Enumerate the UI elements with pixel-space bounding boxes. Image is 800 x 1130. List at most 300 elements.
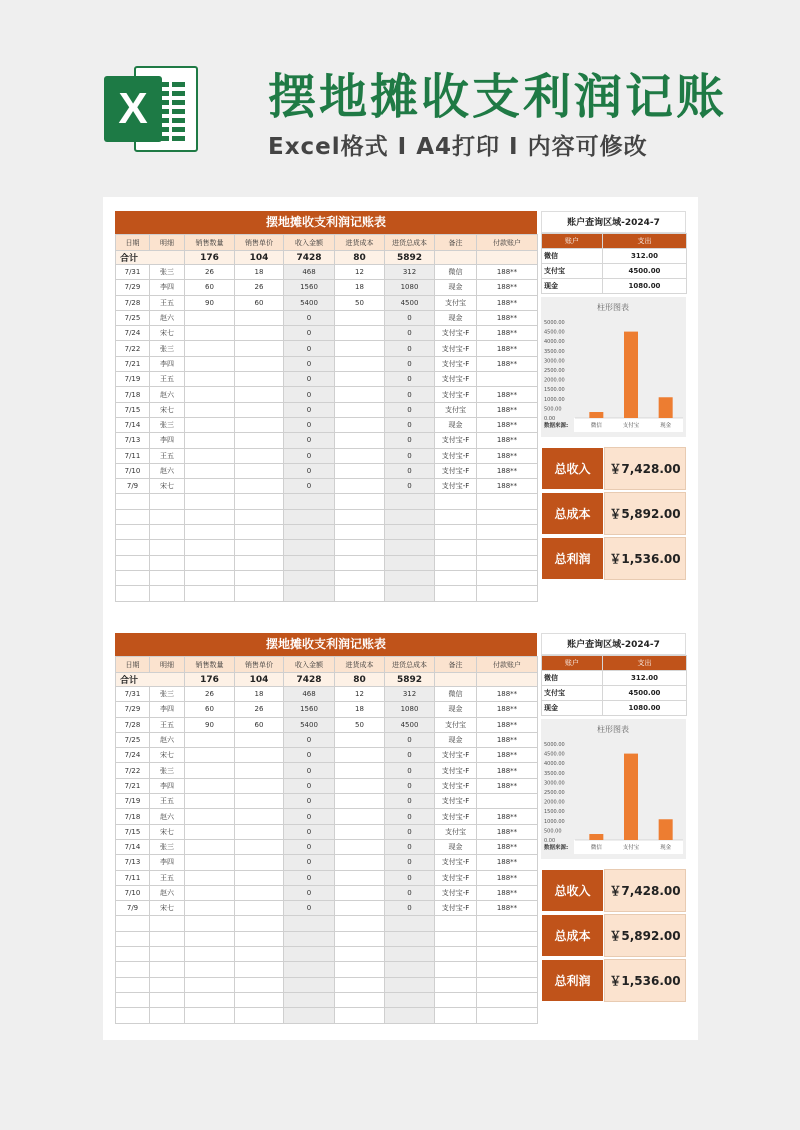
table-cell[interactable] [385,916,435,931]
table-cell[interactable]: 支付宝-F [435,885,477,900]
table-cell[interactable] [235,839,284,854]
table-cell[interactable] [335,356,385,371]
table-cell[interactable]: 赵六 [150,387,185,402]
table-cell[interactable]: 李四 [150,433,185,448]
table-cell[interactable] [185,433,235,448]
table-cell[interactable] [185,448,235,463]
table-cell[interactable]: 现金 [435,280,477,295]
table-cell[interactable]: 宋七 [150,402,185,417]
table-cell[interactable] [477,525,538,540]
table-cell[interactable] [335,870,385,885]
table-cell[interactable]: 王五 [150,448,185,463]
table-cell[interactable] [235,479,284,494]
table-cell[interactable]: 188** [477,310,538,325]
table-cell[interactable] [335,977,385,992]
table-cell[interactable] [235,570,284,585]
table-cell[interactable]: 现金 [435,732,477,747]
table-cell[interactable]: 0 [385,433,435,448]
table-cell[interactable] [185,525,235,540]
table-cell[interactable]: 0 [385,748,435,763]
table-cell[interactable]: 60 [185,702,235,717]
table-cell[interactable]: 支付宝-F [435,356,477,371]
table-cell[interactable]: 188** [477,702,538,717]
table-cell[interactable] [335,839,385,854]
table-cell[interactable]: 赵六 [150,463,185,478]
table-cell[interactable] [235,387,284,402]
table-cell[interactable] [435,540,477,555]
table-cell[interactable]: 188** [477,901,538,916]
table-cell[interactable] [116,570,150,585]
table-cell[interactable] [235,809,284,824]
table-cell[interactable] [185,402,235,417]
table-cell[interactable] [185,372,235,387]
table-cell[interactable] [335,540,385,555]
table-cell[interactable] [235,310,284,325]
table-cell[interactable]: 7/15 [116,824,150,839]
table-cell[interactable] [185,417,235,432]
table-cell[interactable] [235,855,284,870]
table-cell[interactable] [477,977,538,992]
table-cell[interactable]: 188** [477,402,538,417]
table-cell[interactable] [284,555,335,570]
table-cell[interactable] [284,570,335,585]
table-cell[interactable]: 4500 [385,295,435,310]
table-cell[interactable] [284,992,335,1007]
table-cell[interactable]: 0 [385,387,435,402]
table-cell[interactable] [385,977,435,992]
table-cell[interactable] [116,931,150,946]
table-cell[interactable] [235,555,284,570]
table-cell[interactable]: 支付宝-F [435,372,477,387]
table-cell[interactable]: 0 [284,763,335,778]
table-cell[interactable]: 0 [284,356,335,371]
table-cell[interactable] [235,870,284,885]
table-cell[interactable] [235,901,284,916]
table-cell[interactable] [185,509,235,524]
table-cell[interactable]: 5400 [284,717,335,732]
table-cell[interactable]: 支付宝-F [435,855,477,870]
table-cell[interactable]: 7/11 [116,448,150,463]
table-cell[interactable] [235,916,284,931]
table-cell[interactable] [284,1008,335,1023]
table-cell[interactable]: 7/14 [116,839,150,854]
table-cell[interactable]: 李四 [150,778,185,793]
table-cell[interactable] [335,778,385,793]
table-cell[interactable]: 0 [284,341,335,356]
table-cell[interactable] [335,586,385,601]
table-cell[interactable] [335,463,385,478]
table-cell[interactable]: 7/29 [116,702,150,717]
table-cell[interactable] [477,509,538,524]
table-cell[interactable]: 现金 [435,839,477,854]
table-cell[interactable] [477,372,538,387]
table-cell[interactable]: 188** [477,341,538,356]
table-cell[interactable] [435,992,477,1007]
table-cell[interactable]: 188** [477,387,538,402]
table-cell[interactable]: 0 [284,448,335,463]
table-cell[interactable] [385,992,435,1007]
table-cell[interactable] [235,962,284,977]
table-cell[interactable] [335,341,385,356]
table-cell[interactable] [185,885,235,900]
table-cell[interactable]: 18 [335,702,385,717]
table-cell[interactable]: 60 [235,295,284,310]
table-cell[interactable]: 188** [477,280,538,295]
table-cell[interactable]: 1080 [385,280,435,295]
table-cell[interactable] [235,748,284,763]
table-cell[interactable] [150,494,185,509]
table-cell[interactable]: 26 [185,687,235,702]
table-cell[interactable] [185,794,235,809]
table-cell[interactable] [116,586,150,601]
table-cell[interactable] [435,947,477,962]
table-cell[interactable] [385,525,435,540]
table-cell[interactable]: 0 [284,901,335,916]
table-cell[interactable] [185,555,235,570]
table-cell[interactable] [185,540,235,555]
table-cell[interactable] [150,977,185,992]
table-cell[interactable] [185,1008,235,1023]
table-cell[interactable]: 188** [477,855,538,870]
table-cell[interactable] [235,417,284,432]
table-cell[interactable] [335,402,385,417]
table-cell[interactable] [477,962,538,977]
table-cell[interactable]: 188** [477,295,538,310]
table-cell[interactable]: 7/11 [116,870,150,885]
table-cell[interactable]: 现金 [435,702,477,717]
table-cell[interactable]: 18 [335,280,385,295]
table-cell[interactable]: 0 [385,463,435,478]
table-cell[interactable]: 支付宝-F [435,463,477,478]
table-cell[interactable] [335,448,385,463]
table-cell[interactable]: 468 [284,687,335,702]
table-cell[interactable]: 312 [385,687,435,702]
table-cell[interactable]: 0 [385,809,435,824]
table-cell[interactable]: 1560 [284,280,335,295]
table-cell[interactable]: 0 [385,341,435,356]
table-cell[interactable]: 26 [185,265,235,280]
table-cell[interactable]: 支付宝 [435,717,477,732]
table-cell[interactable]: 支付宝 [435,824,477,839]
table-cell[interactable] [477,555,538,570]
table-cell[interactable] [116,525,150,540]
table-cell[interactable] [385,555,435,570]
table-cell[interactable]: 微信 [435,265,477,280]
table-cell[interactable]: 张三 [150,417,185,432]
table-cell[interactable]: 7/19 [116,794,150,809]
table-cell[interactable]: 188** [477,748,538,763]
table-cell[interactable] [150,540,185,555]
table-cell[interactable] [235,540,284,555]
table-cell[interactable] [116,555,150,570]
table-cell[interactable] [235,977,284,992]
table-cell[interactable] [116,962,150,977]
table-cell[interactable] [477,540,538,555]
table-cell[interactable] [385,947,435,962]
table-cell[interactable] [150,992,185,1007]
table-cell[interactable]: 1080 [385,702,435,717]
table-cell[interactable] [116,540,150,555]
table-cell[interactable] [185,931,235,946]
table-cell[interactable]: 312 [385,265,435,280]
table-cell[interactable] [435,977,477,992]
table-cell[interactable] [335,916,385,931]
table-cell[interactable]: 7/31 [116,687,150,702]
table-cell[interactable]: 支付宝-F [435,763,477,778]
table-cell[interactable]: 18 [235,265,284,280]
table-cell[interactable]: 0 [284,809,335,824]
table-cell[interactable] [235,947,284,962]
table-cell[interactable] [185,947,235,962]
table-cell[interactable]: 0 [284,417,335,432]
table-cell[interactable]: 12 [335,687,385,702]
table-cell[interactable]: 188** [477,809,538,824]
table-cell[interactable] [150,931,185,946]
table-cell[interactable]: 宋七 [150,901,185,916]
table-cell[interactable] [435,555,477,570]
table-cell[interactable] [185,732,235,747]
table-cell[interactable] [477,947,538,962]
table-cell[interactable] [185,809,235,824]
table-cell[interactable]: 188** [477,839,538,854]
table-cell[interactable] [235,372,284,387]
table-cell[interactable]: 7/25 [116,732,150,747]
table-cell[interactable]: 支付宝-F [435,870,477,885]
table-cell[interactable]: 5400 [284,295,335,310]
table-cell[interactable] [150,586,185,601]
table-cell[interactable]: 宋七 [150,479,185,494]
table-cell[interactable] [335,855,385,870]
table-cell[interactable] [185,992,235,1007]
table-cell[interactable]: 0 [284,372,335,387]
table-cell[interactable] [477,992,538,1007]
table-cell[interactable] [235,433,284,448]
table-cell[interactable] [335,433,385,448]
table-cell[interactable] [385,1008,435,1023]
table-cell[interactable] [284,931,335,946]
table-cell[interactable] [284,586,335,601]
table-cell[interactable]: 0 [385,855,435,870]
table-cell[interactable]: 赵六 [150,310,185,325]
table-cell[interactable]: 现金 [435,310,477,325]
table-cell[interactable]: 张三 [150,687,185,702]
table-cell[interactable] [235,1008,284,1023]
table-cell[interactable] [185,310,235,325]
table-cell[interactable] [284,509,335,524]
table-cell[interactable] [185,479,235,494]
table-cell[interactable] [335,1008,385,1023]
table-cell[interactable] [185,494,235,509]
table-cell[interactable]: 7/15 [116,402,150,417]
table-cell[interactable] [435,570,477,585]
table-cell[interactable] [185,855,235,870]
table-cell[interactable]: 60 [235,717,284,732]
table-cell[interactable] [284,916,335,931]
table-cell[interactable] [116,916,150,931]
table-cell[interactable]: 188** [477,356,538,371]
table-cell[interactable]: 0 [284,794,335,809]
table-cell[interactable]: 188** [477,778,538,793]
table-cell[interactable]: 7/25 [116,310,150,325]
table-cell[interactable] [477,494,538,509]
table-cell[interactable]: 支付宝-F [435,433,477,448]
table-cell[interactable] [284,494,335,509]
table-cell[interactable]: 支付宝-F [435,901,477,916]
table-cell[interactable] [235,763,284,778]
table-cell[interactable]: 468 [284,265,335,280]
table-cell[interactable] [477,794,538,809]
table-cell[interactable]: 7/24 [116,748,150,763]
table-cell[interactable]: 0 [284,855,335,870]
table-cell[interactable]: 0 [284,778,335,793]
table-cell[interactable]: 支付宝-F [435,479,477,494]
table-cell[interactable]: 188** [477,433,538,448]
table-cell[interactable] [185,748,235,763]
table-cell[interactable]: 7/22 [116,341,150,356]
table-cell[interactable] [335,732,385,747]
table-cell[interactable] [150,916,185,931]
table-cell[interactable]: 李四 [150,702,185,717]
table-cell[interactable]: 0 [284,824,335,839]
table-cell[interactable] [435,494,477,509]
table-cell[interactable]: 0 [385,479,435,494]
table-cell[interactable] [185,570,235,585]
table-cell[interactable] [435,525,477,540]
table-cell[interactable] [435,1008,477,1023]
table-cell[interactable] [435,931,477,946]
table-cell[interactable]: 7/19 [116,372,150,387]
table-cell[interactable] [185,387,235,402]
table-cell[interactable]: 支付宝-F [435,778,477,793]
table-cell[interactable]: 188** [477,824,538,839]
table-cell[interactable]: 宋七 [150,326,185,341]
table-cell[interactable]: 12 [335,265,385,280]
table-cell[interactable] [385,494,435,509]
table-cell[interactable]: 0 [284,839,335,854]
table-cell[interactable]: 王五 [150,717,185,732]
table-cell[interactable]: 7/22 [116,763,150,778]
table-cell[interactable] [335,509,385,524]
table-cell[interactable]: 王五 [150,295,185,310]
table-cell[interactable] [235,885,284,900]
table-cell[interactable] [185,463,235,478]
table-cell[interactable] [235,586,284,601]
table-cell[interactable]: 7/18 [116,809,150,824]
table-cell[interactable]: 0 [284,402,335,417]
table-cell[interactable]: 王五 [150,870,185,885]
table-cell[interactable]: 张三 [150,763,185,778]
table-cell[interactable]: 赵六 [150,809,185,824]
table-cell[interactable] [235,341,284,356]
table-cell[interactable]: 7/18 [116,387,150,402]
table-cell[interactable] [185,901,235,916]
table-cell[interactable]: 张三 [150,839,185,854]
table-cell[interactable] [335,417,385,432]
table-cell[interactable]: 支付宝-F [435,809,477,824]
table-cell[interactable]: 0 [385,901,435,916]
table-cell[interactable]: 0 [284,732,335,747]
table-cell[interactable]: 7/9 [116,479,150,494]
table-cell[interactable] [385,586,435,601]
table-cell[interactable] [335,310,385,325]
table-cell[interactable] [150,570,185,585]
table-cell[interactable]: 0 [385,356,435,371]
table-cell[interactable] [385,570,435,585]
table-cell[interactable] [385,509,435,524]
table-cell[interactable] [385,931,435,946]
table-cell[interactable] [335,763,385,778]
table-cell[interactable]: 90 [185,717,235,732]
table-cell[interactable]: 1560 [284,702,335,717]
table-cell[interactable]: 0 [385,402,435,417]
table-cell[interactable] [235,794,284,809]
table-cell[interactable] [150,509,185,524]
table-cell[interactable]: 0 [385,417,435,432]
table-cell[interactable] [235,494,284,509]
table-cell[interactable]: 宋七 [150,824,185,839]
table-cell[interactable] [235,732,284,747]
table-cell[interactable] [335,387,385,402]
table-cell[interactable] [335,947,385,962]
table-cell[interactable] [235,448,284,463]
table-cell[interactable]: 7/29 [116,280,150,295]
table-cell[interactable] [185,356,235,371]
table-cell[interactable] [116,992,150,1007]
table-cell[interactable]: 0 [385,839,435,854]
table-cell[interactable] [150,962,185,977]
table-cell[interactable] [185,962,235,977]
table-cell[interactable]: 0 [284,463,335,478]
table-cell[interactable] [335,885,385,900]
table-cell[interactable]: 188** [477,265,538,280]
table-cell[interactable]: 张三 [150,265,185,280]
table-cell[interactable] [185,839,235,854]
table-cell[interactable] [235,463,284,478]
table-cell[interactable]: 7/14 [116,417,150,432]
table-cell[interactable] [284,540,335,555]
table-cell[interactable]: 王五 [150,372,185,387]
table-cell[interactable] [335,494,385,509]
table-cell[interactable] [185,341,235,356]
table-cell[interactable]: 支付宝 [435,402,477,417]
table-cell[interactable] [284,525,335,540]
table-cell[interactable] [477,916,538,931]
table-cell[interactable]: 188** [477,717,538,732]
table-cell[interactable] [116,1008,150,1023]
table-cell[interactable]: 李四 [150,356,185,371]
table-cell[interactable] [235,992,284,1007]
table-cell[interactable] [185,586,235,601]
table-cell[interactable]: 现金 [435,417,477,432]
table-cell[interactable]: 0 [284,870,335,885]
table-cell[interactable]: 188** [477,732,538,747]
table-cell[interactable] [335,326,385,341]
table-cell[interactable]: 26 [235,280,284,295]
table-cell[interactable] [335,570,385,585]
table-cell[interactable] [235,931,284,946]
table-cell[interactable]: 188** [477,885,538,900]
table-cell[interactable] [150,947,185,962]
table-cell[interactable] [385,540,435,555]
table-cell[interactable]: 7/28 [116,717,150,732]
table-cell[interactable] [335,525,385,540]
table-cell[interactable] [150,555,185,570]
table-cell[interactable] [435,916,477,931]
table-cell[interactable]: 0 [385,824,435,839]
table-cell[interactable]: 7/9 [116,901,150,916]
table-cell[interactable]: 0 [385,763,435,778]
table-cell[interactable]: 0 [385,778,435,793]
